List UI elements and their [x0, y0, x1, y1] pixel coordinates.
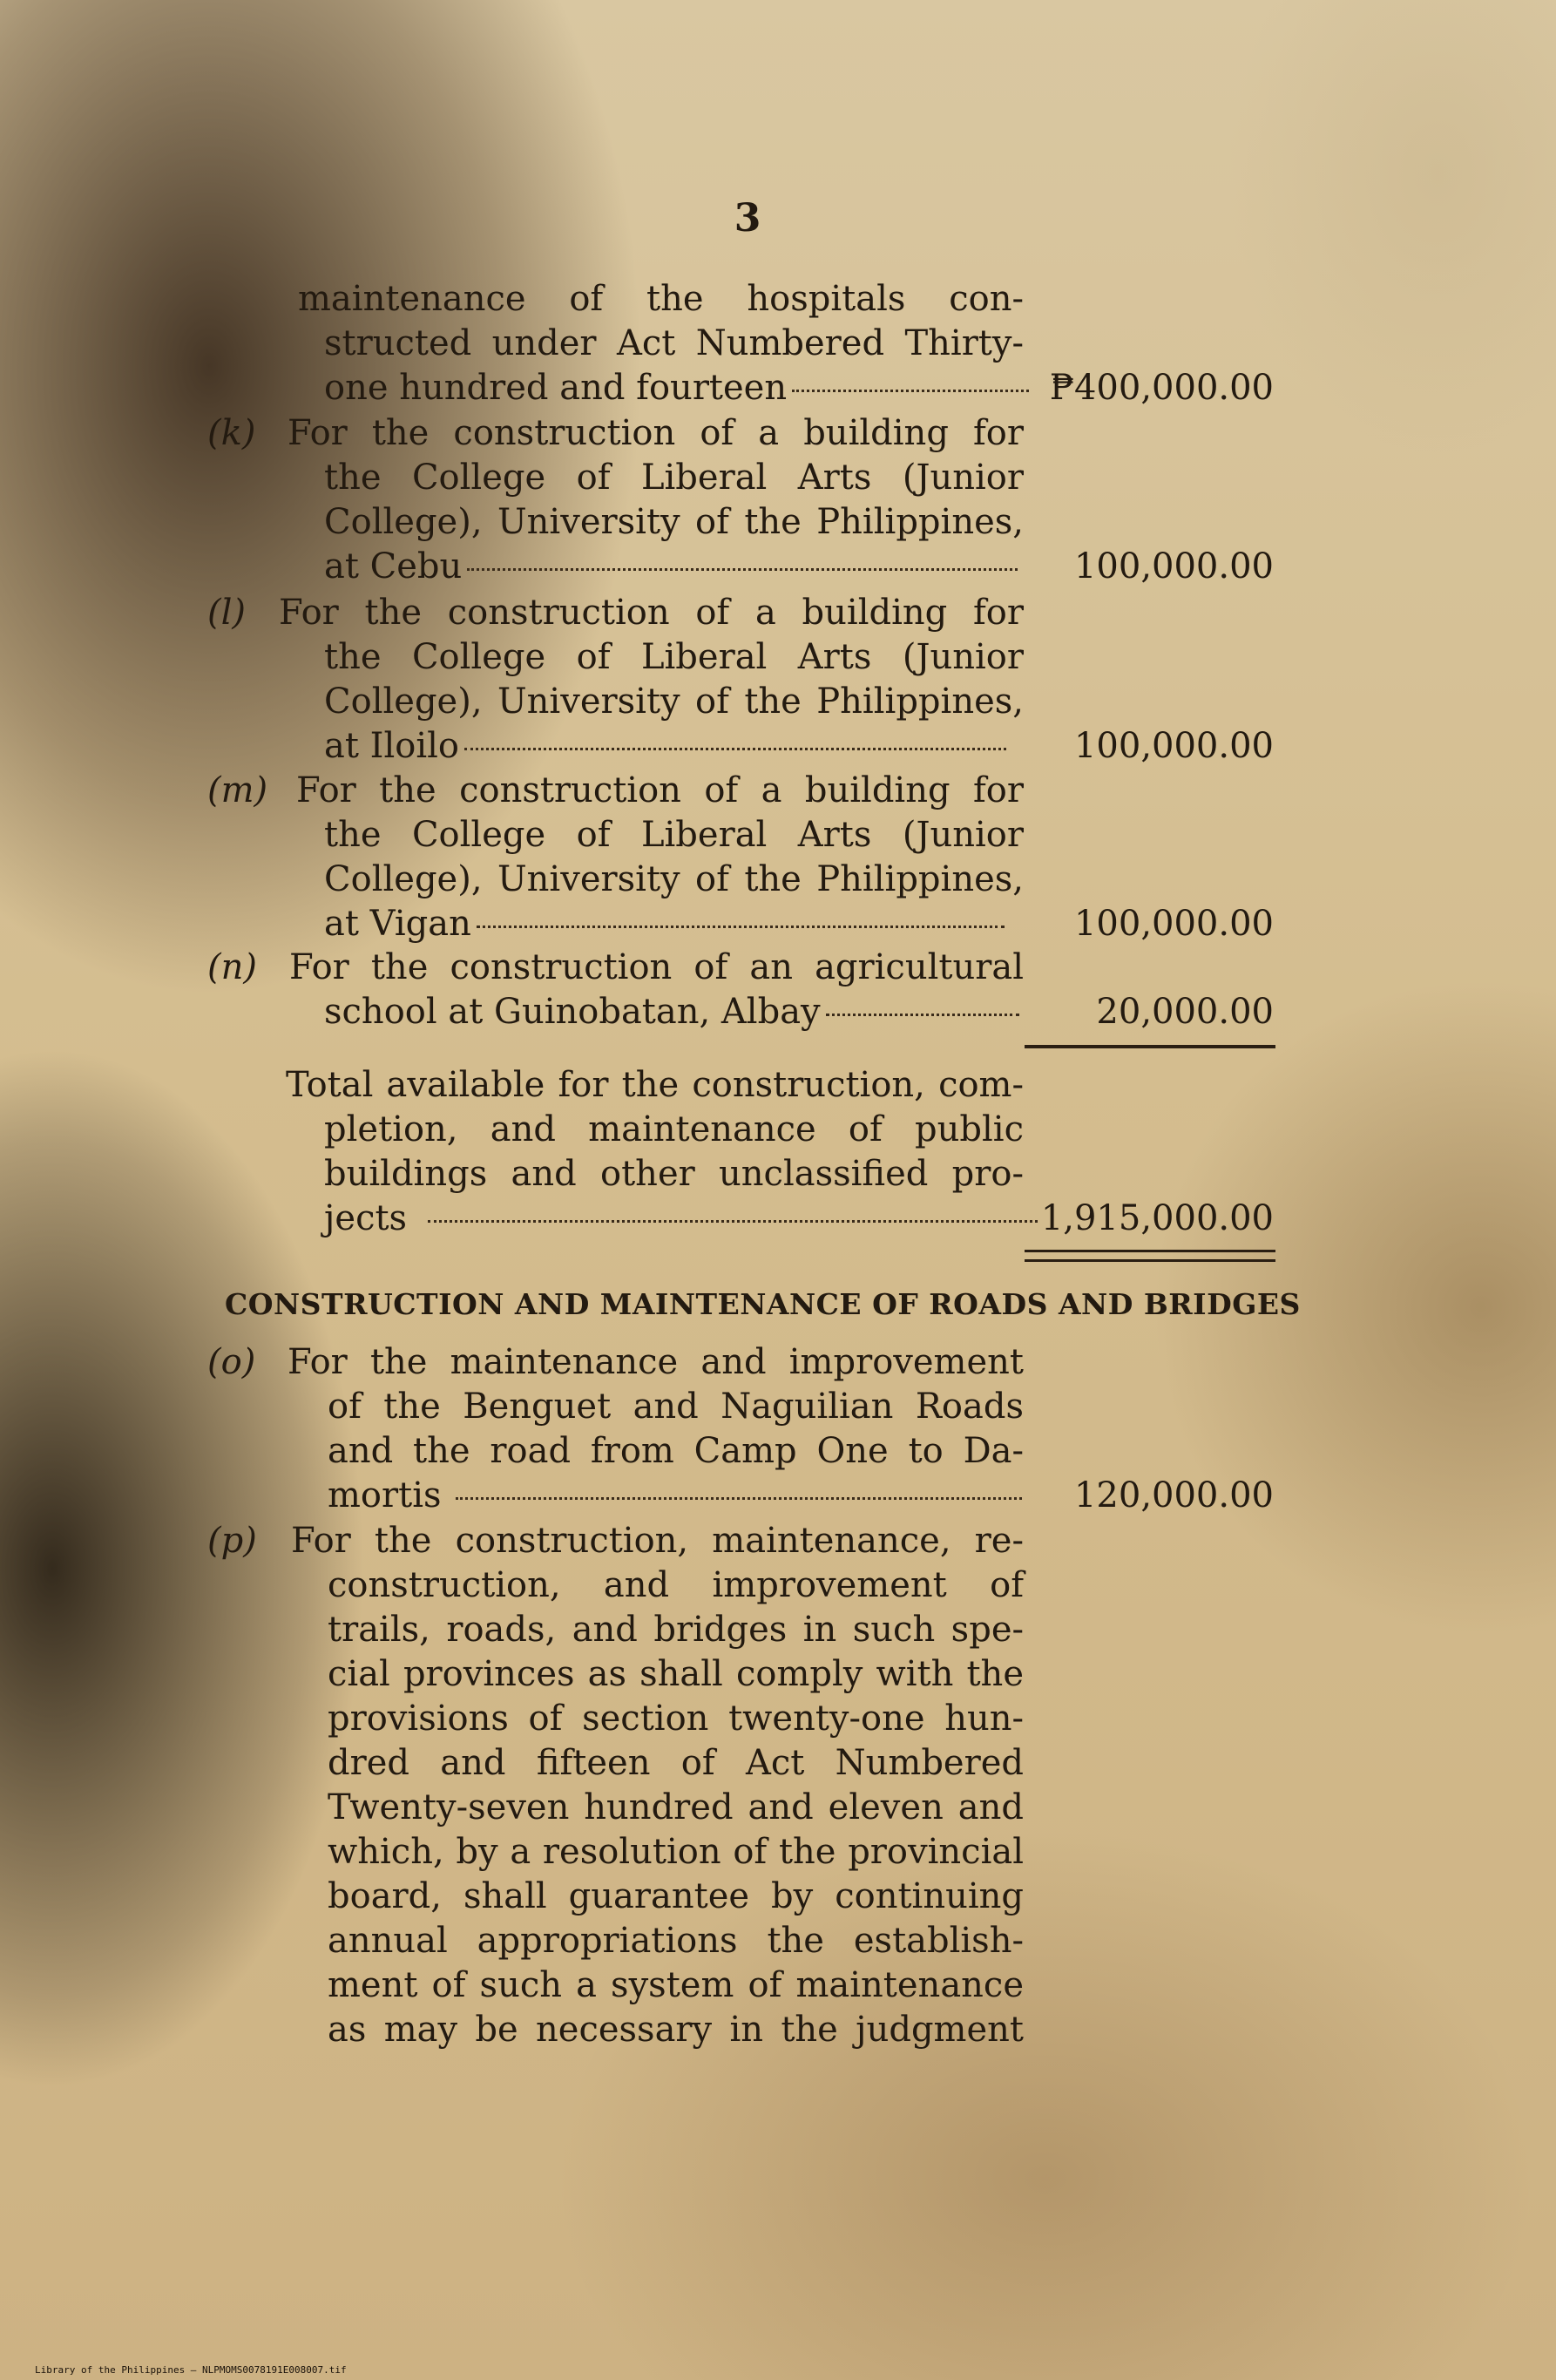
text-line: dred and fifteen of Act Numbered	[328, 1743, 1024, 1783]
amount: ₱400,000.00	[1049, 368, 1274, 408]
item-label: (n)	[207, 947, 257, 987]
scan-footer: Library of the Philippines — NLPMOMS0078191E008007.tif	[35, 2364, 347, 2376]
leader-dots	[456, 1497, 1022, 1500]
text-line: mortis	[328, 1474, 1022, 1517]
text-line: maintenance of the hospitals con-	[298, 279, 1024, 319]
item-label: (k)	[207, 413, 256, 453]
leader-dots	[826, 1014, 1019, 1016]
text-line: College), University of the Philippines,	[324, 502, 1024, 542]
text-line: buildings and other unclassified pro-	[324, 1154, 1024, 1194]
text-line: and the road from Camp One to Da-	[328, 1431, 1024, 1471]
leader-dots	[464, 748, 1006, 750]
double-rule-bottom	[1025, 1259, 1275, 1262]
text-line: For the construction of a building for	[288, 413, 1024, 453]
text-line: cial provinces as shall comply with the	[328, 1654, 1024, 1694]
text-line: annual appropriations the establish-	[328, 1921, 1024, 1961]
sum-rule	[1025, 1045, 1275, 1048]
text-line: College), University of the Philippines,	[324, 681, 1024, 722]
amount: 20,000.00	[1096, 992, 1274, 1032]
text-line: board, shall guarantee by continuing	[328, 1876, 1024, 1916]
text-line: the College of Liberal Arts (Junior	[324, 815, 1024, 855]
text-line: the College of Liberal Arts (Junior	[324, 637, 1024, 677]
text-line: For the construction of an agricultural	[289, 947, 1024, 987]
text-line: one hundred and fourteen	[324, 366, 1029, 410]
double-rule-top	[1025, 1250, 1275, 1252]
text-line: structed under Act Numbered Thirty-	[324, 323, 1024, 363]
text-line: the College of Liberal Arts (Junior	[324, 458, 1024, 498]
text-line: of the Benguet and Naguilian Roads	[328, 1387, 1024, 1427]
text-line: Twenty-seven hundred and eleven and	[328, 1787, 1024, 1827]
page-number: 3	[734, 196, 761, 241]
text-line: College), University of the Philippines,	[324, 859, 1024, 899]
amount: 120,000.00	[1073, 1475, 1274, 1515]
amount: 100,000.00	[1073, 546, 1274, 587]
text-line: at Cebu	[324, 545, 1018, 588]
text-line: ment of such a system of maintenance	[328, 1965, 1024, 2005]
item-label: (m)	[207, 770, 268, 810]
leader-dots	[792, 390, 1029, 392]
amount: 1,915,000.00	[1040, 1198, 1274, 1238]
text-line: at Iloilo	[324, 724, 1006, 768]
item-label: (o)	[207, 1342, 256, 1382]
text-line: construction, and improvement of	[328, 1565, 1024, 1605]
leader-dots	[467, 568, 1018, 571]
item-label: (p)	[207, 1521, 257, 1561]
amount: 100,000.00	[1073, 726, 1274, 766]
text-line: For the construction of a building for	[296, 770, 1024, 810]
text-line: pletion, and maintenance of public	[324, 1109, 1024, 1149]
section-heading: CONSTRUCTION AND MAINTENANCE OF ROADS AND BRIDGES	[225, 1287, 1301, 1321]
leader-dots	[477, 926, 1005, 928]
text-line: For the construction of a building for	[279, 593, 1024, 633]
text-line: which, by a resolution of the provincial	[328, 1832, 1024, 1872]
text-line: provisions of section twenty-one hun-	[328, 1699, 1024, 1739]
item-label: (l)	[207, 593, 247, 633]
text-line: at Vigan	[324, 902, 1005, 946]
amount: 100,000.00	[1073, 904, 1274, 944]
text-line: Total available for the construction, com-	[286, 1065, 1024, 1105]
leader-dots	[428, 1220, 1038, 1223]
text-line: trails, roads, and bridges in such spe-	[328, 1610, 1024, 1650]
text-line: jects	[324, 1197, 1038, 1240]
text-line: school at Guinobatan, Albay	[324, 990, 1019, 1034]
text-line: For the construction, maintenance, re-	[291, 1521, 1024, 1561]
text-line: as may be necessary in the judgment	[328, 2010, 1024, 2050]
text-line: For the maintenance and improvement	[288, 1342, 1024, 1382]
